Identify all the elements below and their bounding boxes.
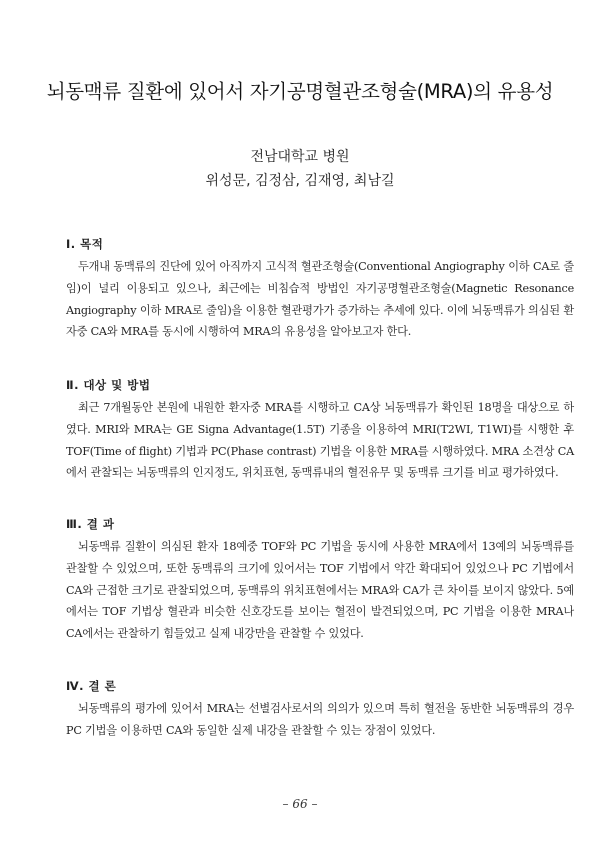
section-purpose — [66, 236, 574, 343]
section-body-methods: 최근 7개월동안 본원에 내원한 환자중 MRA를 시행하고 CA상 뇌동맥류가 확인된 18명을 대상으로 하였다. MRI와 MRA는 GE Signa Advantage(1.5T) 기종을 이용하여 MRI(T2WI, T1WI)를 시행한 후 TOF(Time of flight) 기법과 PC(Phase contrast) 기법을 이용한 MRA를 시행하였다. MRA 소견상 CA에서 관찰되는 뇌동맥류의 인지정도, 위치표현, 동맥류내의 혈전유무 및 동맥류 크기를 비교 평가하였다. — [66, 401, 574, 480]
section-methods — [66, 377, 574, 484]
section-heading-results: Ⅲ. 결 과 — [66, 517, 115, 531]
paper-title: 뇌동맥류 질환에 있어서 자기공명혈관조형술(MRA)의 유용성 — [46, 80, 554, 103]
section-body-results: 뇌동맥류 질환이 의심된 환자 18예중 TOF와 PC 기법을 동시에 사용한 MRA에서 13예의 뇌동맥류를 관찰할 수 있었으며, 또한 동맥류의 크기에 있어서는 TOF 기법에서 약간 확대되어 있었으나 PC 기법에서 CA와 근접한 크기로 관찰되었으며, 동맥류의 위치표현에서는 MRA와 CA가 큰 차이를 보이지 않았다. 5예에서는 TOF 기법상 혈관과 비슷한 신호강도를 보이는 혈전이 발견되었으며, PC 기법을 이용한 MRA나 CA에서는 관찰하기 힘들었고 실제 내강만을 관찰할 수 있었다. — [66, 540, 574, 641]
section-body-conclusion: 뇌동맥류의 평가에 있어서 MRA는 선별검사로서의 의의가 있으며 특히 혈전을 동반한 뇌동맥류의 경우 PC 기법을 이용하면 CA와 동일한 실제 내강을 관찰할 수 있는 장점이 있었다. — [66, 702, 574, 737]
section-conclusion — [66, 678, 574, 742]
section-results — [66, 516, 574, 645]
section-heading-purpose: Ⅰ. 목적 — [66, 237, 104, 251]
affiliation: 전남대학교 병원 — [250, 149, 350, 165]
page-number: – 66 – — [282, 797, 318, 811]
author-list: 위성문, 김정삼, 김재영, 최남길 — [205, 173, 395, 189]
section-heading-conclusion: Ⅳ. 결 론 — [66, 679, 117, 693]
section-heading-methods: Ⅱ. 대상 및 방법 — [66, 378, 151, 392]
section-body-purpose: 두개내 동맥류의 진단에 있어 아직까지 고식적 혈관조형술(Conventional Angiography 이하 CA로 줄임)이 널리 이용되고 있으나, 최근에는 비침습적 방법인 자기공명혈관조형술(Magnetic Resonance Angiography 이하 MRA로 줄임)을 이용한 혈관평가가 증가하는 추세에 있다. 이에 뇌동맥류가 의심된 환자중 CA와 MRA를 동시에 시행하여 MRA의 유용성을 알아보고자 한다. — [66, 260, 574, 339]
